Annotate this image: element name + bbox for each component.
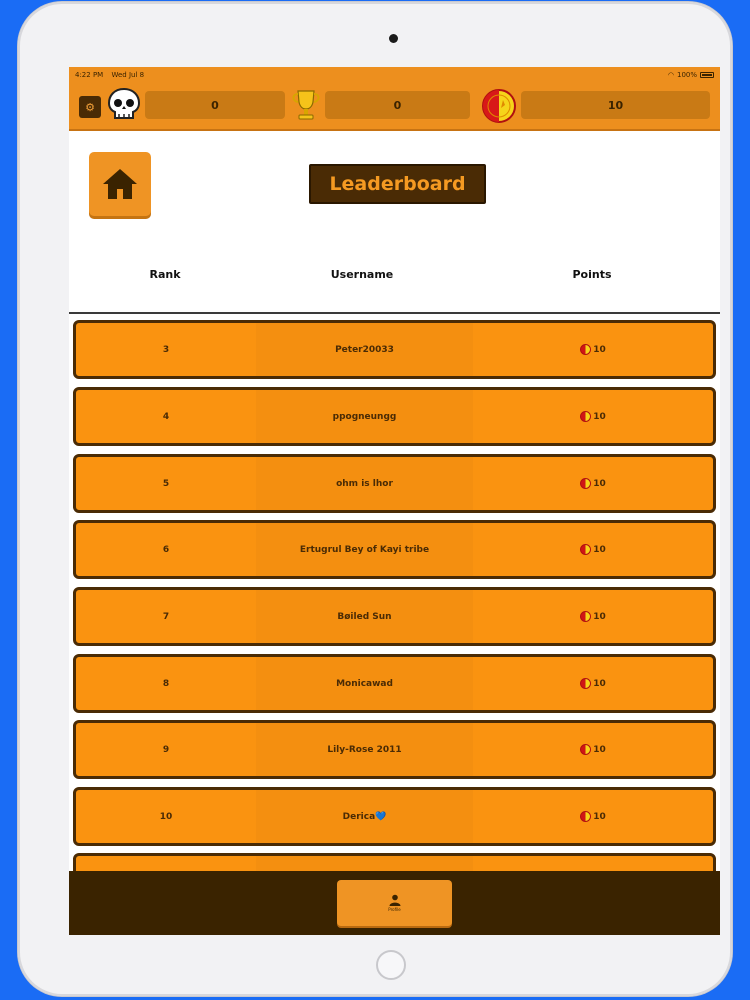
coin-icon [580,344,591,355]
trophy-icon [289,88,323,122]
trophies-value: 0 [393,98,402,112]
table-row [73,520,716,579]
row-rank: 8 [162,678,170,689]
profile-label: Profile [388,907,401,912]
row-points: 10 [473,457,713,510]
hardware-home-button[interactable] [376,950,406,980]
row-points: 10 [473,390,713,443]
column-username: Username [330,268,394,281]
table-row [73,787,716,846]
row-rank: 3 [162,344,170,355]
row-points [473,856,713,871]
battery-icon [700,72,714,78]
table-row [73,720,716,779]
row-points: 10 [473,790,713,843]
row-points: 10 [473,590,713,643]
bottom-bar [69,871,720,935]
wifi-icon: ◠ [667,70,674,79]
app-screen [69,67,720,935]
row-rank: 7 [162,611,170,622]
row-points: 10 [473,323,713,376]
leaderboard-list[interactable] [69,314,720,871]
coin-icon [580,411,591,422]
stats-bar [69,82,720,131]
person-icon [389,894,401,906]
coins-value: 10 [607,98,624,112]
row-rank: 6 [162,544,170,555]
row-username: ohm is lhor [336,478,393,489]
row-rank: 10 [159,811,173,822]
skull-icon [107,87,141,123]
table-row [73,387,716,446]
home-button[interactable] [89,152,151,216]
coin-icon [580,678,591,689]
coin-icon [580,544,591,555]
coin-icon [481,88,517,124]
coin-icon [580,478,591,489]
table-row [73,454,716,513]
row-username: Derica💙 [342,811,387,822]
row-username: Bøiled Sun [337,611,392,622]
row-points: 10 [473,723,713,776]
column-rank: Rank [149,268,181,281]
battery-percent: 100% [676,70,697,79]
row-rank [76,856,256,871]
home-icon [101,167,139,201]
camera [389,34,398,43]
coin-icon [580,811,591,822]
row-rank: 5 [162,478,170,489]
row-rank: 9 [162,744,170,755]
row-points: 10 [473,657,713,710]
tablet-frame [18,2,732,996]
coins-counter [521,91,710,119]
status-date: Wed Jul 8 [111,70,145,79]
row-username: ppogneungg [332,411,397,422]
row-username: Lily-Rose 2011 [327,744,402,755]
row-points: 10 [473,523,713,576]
deaths-value: 0 [211,98,219,112]
column-points: Points [572,268,612,281]
status-time: 4:22 PM [75,70,104,79]
table-row [73,320,716,379]
page-title: Leaderboard [309,164,486,204]
table-row [73,853,716,871]
coin-icon [580,744,591,755]
trophies-counter [325,91,470,119]
coin-icon [580,611,591,622]
row-username: Monicawad [336,678,393,689]
row-username: Peter20033 [335,344,394,355]
settings-button[interactable] [79,96,101,118]
row-username: Ertugrul Bey of Kayi tribe [299,544,430,555]
row-username [256,856,473,871]
row-rank: 4 [162,411,170,422]
table-row [73,654,716,713]
table-row [73,587,716,646]
status-bar [69,67,720,82]
deaths-counter [145,91,285,119]
gear-icon: ⚙ [85,100,95,114]
profile-button[interactable] [337,880,452,926]
